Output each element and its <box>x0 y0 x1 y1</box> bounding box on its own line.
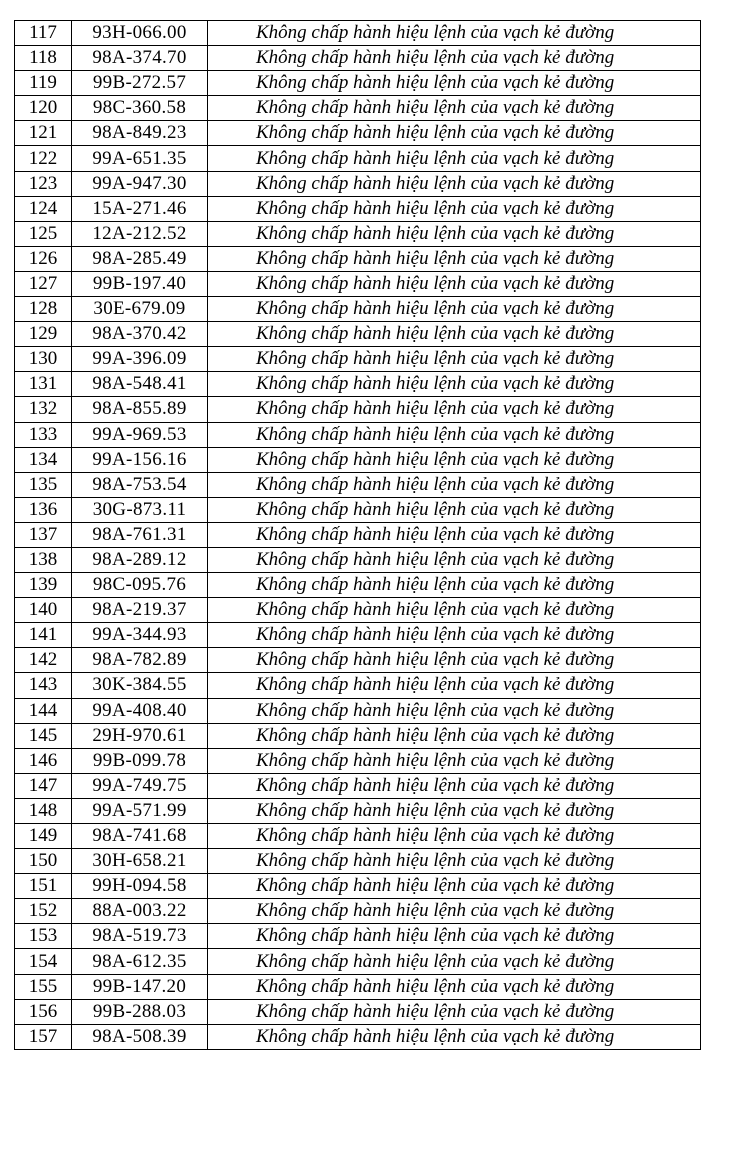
license-plate-cell: 99A-749.75 <box>72 773 208 798</box>
violation-description-cell: Không chấp hành hiệu lệnh của vạch kẻ đường <box>208 748 701 773</box>
violation-description-cell: Không chấp hành hiệu lệnh của vạch kẻ đường <box>208 146 701 171</box>
table-row <box>15 372 701 397</box>
row-number-cell: 137 <box>15 522 72 547</box>
license-plate-cell: 30G-873.11 <box>72 497 208 522</box>
violation-description-cell: Không chấp hành hiệu lệnh của vạch kẻ đường <box>208 372 701 397</box>
row-number-cell: 146 <box>15 748 72 773</box>
license-plate-cell: 99B-197.40 <box>72 271 208 296</box>
table-row <box>15 347 701 372</box>
row-number-cell: 124 <box>15 196 72 221</box>
table-row <box>15 146 701 171</box>
license-plate-cell: 98A-741.68 <box>72 824 208 849</box>
violations-table <box>14 20 701 1050</box>
row-number-cell: 154 <box>15 949 72 974</box>
license-plate-cell: 12A-212.52 <box>72 221 208 246</box>
table-row <box>15 46 701 71</box>
license-plate-cell: 99A-571.99 <box>72 798 208 823</box>
table-row <box>15 723 701 748</box>
table-row <box>15 623 701 648</box>
violation-description-cell: Không chấp hành hiệu lệnh của vạch kẻ đường <box>208 71 701 96</box>
license-plate-cell: 98A-285.49 <box>72 246 208 271</box>
license-plate-cell: 15A-271.46 <box>72 196 208 221</box>
license-plate-cell: 98A-761.31 <box>72 522 208 547</box>
license-plate-cell: 88A-003.22 <box>72 899 208 924</box>
row-number-cell: 131 <box>15 372 72 397</box>
license-plate-cell: 98C-095.76 <box>72 573 208 598</box>
row-number-cell: 117 <box>15 21 72 46</box>
violation-description-cell: Không chấp hành hiệu lệnh của vạch kẻ đường <box>208 221 701 246</box>
row-number-cell: 138 <box>15 547 72 572</box>
violation-description-cell: Không chấp hành hiệu lệnh của vạch kẻ đường <box>208 196 701 221</box>
violation-description-cell: Không chấp hành hiệu lệnh của vạch kẻ đường <box>208 171 701 196</box>
violation-description-cell: Không chấp hành hiệu lệnh của vạch kẻ đường <box>208 648 701 673</box>
row-number-cell: 144 <box>15 698 72 723</box>
row-number-cell: 147 <box>15 773 72 798</box>
violation-description-cell: Không chấp hành hiệu lệnh của vạch kẻ đường <box>208 874 701 899</box>
table-row <box>15 497 701 522</box>
row-number-cell: 149 <box>15 824 72 849</box>
row-number-cell: 128 <box>15 297 72 322</box>
violation-description-cell: Không chấp hành hiệu lệnh của vạch kẻ đường <box>208 96 701 121</box>
table-row <box>15 547 701 572</box>
table-row <box>15 271 701 296</box>
violation-description-cell: Không chấp hành hiệu lệnh của vạch kẻ đường <box>208 522 701 547</box>
table-row <box>15 447 701 472</box>
table-row <box>15 71 701 96</box>
violation-description-cell: Không chấp hành hiệu lệnh của vạch kẻ đường <box>208 849 701 874</box>
row-number-cell: 135 <box>15 472 72 497</box>
license-plate-cell: 98A-849.23 <box>72 121 208 146</box>
license-plate-cell: 98A-548.41 <box>72 372 208 397</box>
license-plate-cell: 99B-147.20 <box>72 974 208 999</box>
table-row <box>15 1024 701 1049</box>
license-plate-cell: 99A-396.09 <box>72 347 208 372</box>
row-number-cell: 119 <box>15 71 72 96</box>
row-number-cell: 127 <box>15 271 72 296</box>
license-plate-cell: 93H-066.00 <box>72 21 208 46</box>
violation-description-cell: Không chấp hành hiệu lệnh của vạch kẻ đường <box>208 322 701 347</box>
table-row <box>15 849 701 874</box>
table-row <box>15 397 701 422</box>
table-row <box>15 96 701 121</box>
table-row <box>15 648 701 673</box>
row-number-cell: 156 <box>15 999 72 1024</box>
license-plate-cell: 98A-508.39 <box>72 1024 208 1049</box>
license-plate-cell: 99B-272.57 <box>72 71 208 96</box>
violation-description-cell: Không chấp hành hiệu lệnh của vạch kẻ đường <box>208 698 701 723</box>
row-number-cell: 134 <box>15 447 72 472</box>
row-number-cell: 123 <box>15 171 72 196</box>
table-row <box>15 246 701 271</box>
license-plate-cell: 30K-384.55 <box>72 673 208 698</box>
violation-description-cell: Không chấp hành hiệu lệnh của vạch kẻ đường <box>208 422 701 447</box>
row-number-cell: 136 <box>15 497 72 522</box>
violation-description-cell: Không chấp hành hiệu lệnh của vạch kẻ đường <box>208 598 701 623</box>
table-row <box>15 422 701 447</box>
table-row <box>15 999 701 1024</box>
row-number-cell: 145 <box>15 723 72 748</box>
violation-description-cell: Không chấp hành hiệu lệnh của vạch kẻ đường <box>208 773 701 798</box>
row-number-cell: 152 <box>15 899 72 924</box>
row-number-cell: 141 <box>15 623 72 648</box>
violation-description-cell: Không chấp hành hiệu lệnh của vạch kẻ đường <box>208 46 701 71</box>
table-row <box>15 171 701 196</box>
violation-description-cell: Không chấp hành hiệu lệnh của vạch kẻ đường <box>208 1024 701 1049</box>
violation-description-cell: Không chấp hành hiệu lệnh của vạch kẻ đường <box>208 798 701 823</box>
row-number-cell: 151 <box>15 874 72 899</box>
violation-description-cell: Không chấp hành hiệu lệnh của vạch kẻ đường <box>208 547 701 572</box>
license-plate-cell: 99B-099.78 <box>72 748 208 773</box>
violation-description-cell: Không chấp hành hiệu lệnh của vạch kẻ đường <box>208 347 701 372</box>
license-plate-cell: 98A-782.89 <box>72 648 208 673</box>
table-row <box>15 221 701 246</box>
license-plate-cell: 98A-519.73 <box>72 924 208 949</box>
row-number-cell: 142 <box>15 648 72 673</box>
table-row <box>15 196 701 221</box>
violation-description-cell: Không chấp hành hiệu lệnh của vạch kẻ đường <box>208 623 701 648</box>
violation-description-cell: Không chấp hành hiệu lệnh của vạch kẻ đường <box>208 397 701 422</box>
row-number-cell: 132 <box>15 397 72 422</box>
license-plate-cell: 99A-969.53 <box>72 422 208 447</box>
table-row <box>15 949 701 974</box>
violation-description-cell: Không chấp hành hiệu lệnh của vạch kẻ đường <box>208 949 701 974</box>
table-row <box>15 598 701 623</box>
violation-description-cell: Không chấp hành hiệu lệnh của vạch kẻ đường <box>208 497 701 522</box>
violation-description-cell: Không chấp hành hiệu lệnh của vạch kẻ đường <box>208 924 701 949</box>
table-row <box>15 899 701 924</box>
license-plate-cell: 30H-658.21 <box>72 849 208 874</box>
license-plate-cell: 29H-970.61 <box>72 723 208 748</box>
license-plate-cell: 98A-289.12 <box>72 547 208 572</box>
row-number-cell: 122 <box>15 146 72 171</box>
violation-description-cell: Không chấp hành hiệu lệnh của vạch kẻ đường <box>208 121 701 146</box>
row-number-cell: 150 <box>15 849 72 874</box>
table-row <box>15 698 701 723</box>
violation-description-cell: Không chấp hành hiệu lệnh của vạch kẻ đường <box>208 899 701 924</box>
violation-description-cell: Không chấp hành hiệu lệnh của vạch kẻ đường <box>208 246 701 271</box>
table-row <box>15 874 701 899</box>
table-row <box>15 924 701 949</box>
license-plate-cell: 98A-612.35 <box>72 949 208 974</box>
table-row <box>15 322 701 347</box>
table-row <box>15 21 701 46</box>
violation-description-cell: Không chấp hành hiệu lệnh của vạch kẻ đường <box>208 472 701 497</box>
license-plate-cell: 99A-344.93 <box>72 623 208 648</box>
license-plate-cell: 99A-651.35 <box>72 146 208 171</box>
row-number-cell: 148 <box>15 798 72 823</box>
row-number-cell: 121 <box>15 121 72 146</box>
table-row <box>15 297 701 322</box>
row-number-cell: 118 <box>15 46 72 71</box>
row-number-cell: 125 <box>15 221 72 246</box>
license-plate-cell: 98A-219.37 <box>72 598 208 623</box>
violation-description-cell: Không chấp hành hiệu lệnh của vạch kẻ đường <box>208 573 701 598</box>
table-row <box>15 748 701 773</box>
license-plate-cell: 30E-679.09 <box>72 297 208 322</box>
license-plate-cell: 99A-947.30 <box>72 171 208 196</box>
violation-description-cell: Không chấp hành hiệu lệnh của vạch kẻ đường <box>208 723 701 748</box>
row-number-cell: 126 <box>15 246 72 271</box>
violation-description-cell: Không chấp hành hiệu lệnh của vạch kẻ đường <box>208 673 701 698</box>
table-row <box>15 573 701 598</box>
violation-description-cell: Không chấp hành hiệu lệnh của vạch kẻ đường <box>208 297 701 322</box>
violation-description-cell: Không chấp hành hiệu lệnh của vạch kẻ đường <box>208 999 701 1024</box>
license-plate-cell: 98C-360.58 <box>72 96 208 121</box>
license-plate-cell: 98A-753.54 <box>72 472 208 497</box>
license-plate-cell: 99B-288.03 <box>72 999 208 1024</box>
table-row <box>15 798 701 823</box>
table-row <box>15 522 701 547</box>
violation-description-cell: Không chấp hành hiệu lệnh của vạch kẻ đường <box>208 21 701 46</box>
table-row <box>15 121 701 146</box>
row-number-cell: 140 <box>15 598 72 623</box>
row-number-cell: 143 <box>15 673 72 698</box>
violation-description-cell: Không chấp hành hiệu lệnh của vạch kẻ đường <box>208 447 701 472</box>
table-row <box>15 974 701 999</box>
violation-description-cell: Không chấp hành hiệu lệnh của vạch kẻ đường <box>208 974 701 999</box>
table-row <box>15 673 701 698</box>
row-number-cell: 133 <box>15 422 72 447</box>
table-row <box>15 773 701 798</box>
license-plate-cell: 99A-408.40 <box>72 698 208 723</box>
row-number-cell: 153 <box>15 924 72 949</box>
table-row <box>15 472 701 497</box>
row-number-cell: 157 <box>15 1024 72 1049</box>
violation-description-cell: Không chấp hành hiệu lệnh của vạch kẻ đường <box>208 824 701 849</box>
violation-description-cell: Không chấp hành hiệu lệnh của vạch kẻ đường <box>208 271 701 296</box>
license-plate-cell: 98A-374.70 <box>72 46 208 71</box>
license-plate-cell: 99H-094.58 <box>72 874 208 899</box>
violations-table-body <box>15 21 701 1050</box>
row-number-cell: 139 <box>15 573 72 598</box>
row-number-cell: 120 <box>15 96 72 121</box>
row-number-cell: 129 <box>15 322 72 347</box>
table-row <box>15 824 701 849</box>
row-number-cell: 155 <box>15 974 72 999</box>
license-plate-cell: 99A-156.16 <box>72 447 208 472</box>
row-number-cell: 130 <box>15 347 72 372</box>
license-plate-cell: 98A-855.89 <box>72 397 208 422</box>
license-plate-cell: 98A-370.42 <box>72 322 208 347</box>
